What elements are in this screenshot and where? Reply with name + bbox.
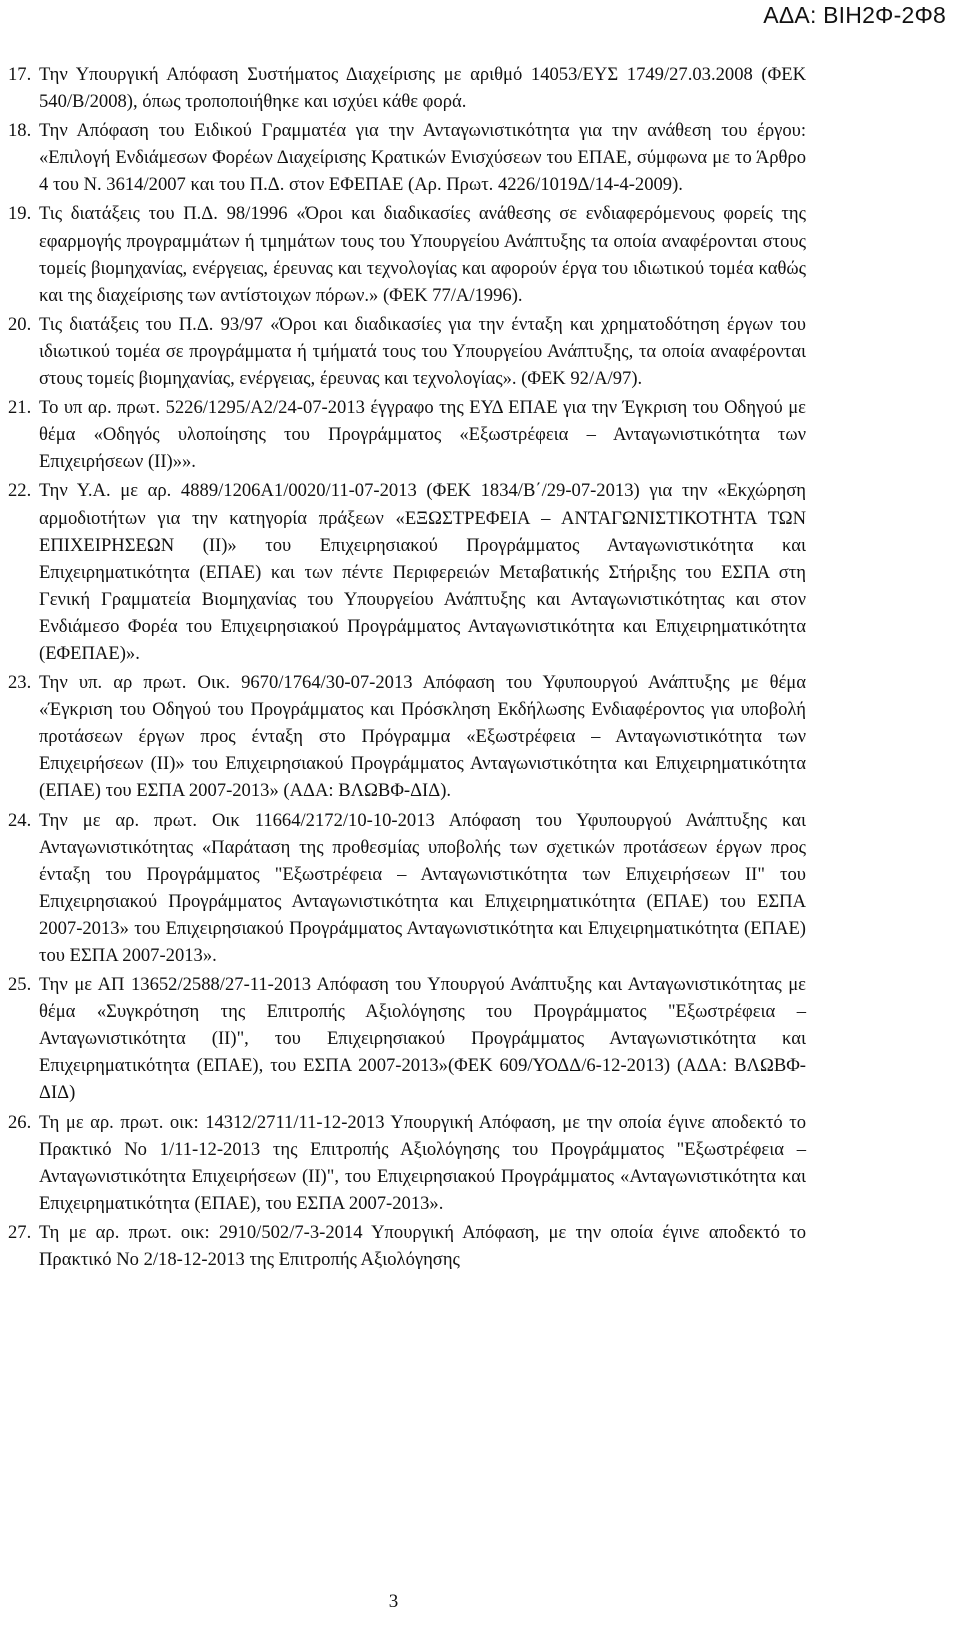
item-text: Την με αρ. πρωτ. Οικ 11664/2172/10-10-2013 Απόφαση του Υφυπουργού Ανάπτυξης και Ανταγωνιστικότητας «Παράταση της προθεσμίας υποβολής των σχετικών προτάσεων έργων προς ένταξη του Προγράμματος "Εξωστρέφεια – Ανταγωνιστικότητα των Επιχειρήσεων ΙΙ" του Επιχειρησιακού Προγράμματος Ανταγωνιστικότητα και Επιχειρηματικότητα (ΕΠΑΕ) του ΕΣΠΑ 2007-2013» του Επιχειρησιακού Προγράμματος Ανταγωνιστικότητα και Επιχειρηματικότητα (ΕΠΑΕ) του ΕΣΠΑ 2007-2013». <box>39 809 806 966</box>
item-number: 23. <box>8 672 32 694</box>
item-number: 18. <box>8 120 32 142</box>
item-number: 25. <box>8 974 32 996</box>
list-item-22 <box>8 477 806 667</box>
item-number: 24. <box>8 809 32 831</box>
list-item-25 <box>8 971 806 1106</box>
item-text: Το υπ αρ. πρωτ. 5226/1295/Α2/24-07-2013 έγγραφο της ΕΥΔ ΕΠΑΕ για την Έγκριση του Οδηγού με θέμα «Οδηγός υλοποίησης του Προγράμματος «Εξωστρέφεια – Ανταγωνιστικότητα των Επιχειρήσεων (ΙΙ)»». <box>39 397 806 473</box>
ada-header: ΑΔΑ: ΒΙΗ2Φ-2Φ8 <box>763 2 946 28</box>
page-number: 3 <box>388 1591 399 1612</box>
item-number: 17. <box>8 64 32 85</box>
considerations-list <box>8 61 806 1273</box>
item-number: 27. <box>8 1221 32 1243</box>
list-item-21 <box>8 394 806 475</box>
item-text: Την υπ. αρ πρωτ. Οικ. 9670/1764/30-07-2013 Απόφαση του Υφυπουργού Ανάπτυξης με θέμα «Έγκριση του Οδηγού του Προγράμματος και Πρόσκληση Εκδήλωσης Ενδιαφέροντος για υποβολή προτάσεων έργων προς ένταξη στο Πρόγραμμα «Εξωστρέφεια – Ανταγωνιστικότητα των Επιχειρήσεων (ΙΙ)» του Επιχειρησιακού Προγράμματος Ανταγωνιστικότητα και Επιχειρηματικότητα (ΕΠΑΕ) του ΕΣΠΑ 2007-2013» (ΑΔΑ: ΒΛΩΒΦ-ΔΙΔ). <box>39 672 806 802</box>
item-text: Τη με αρ. πρωτ. οικ: 14312/2711/11-12-2013 Υπουργική Απόφαση, με την οποία έγινε αποδεκτό το Πρακτικό Νο 1/11-12-2013 της Επιτροπής Αξιολόγησης του Προγράμματος "Εξωστρέφεια – Ανταγωνιστικότητα Επιχειρήσεων (ΙΙ)", του Επιχειρησιακού Προγράμματος «Ανταγωνιστικότητα και Επιχειρηματικότητα (ΕΠΑΕ), του ΕΣΠΑ 2007-2013». <box>39 1111 806 1214</box>
item-number: 21. <box>8 397 32 419</box>
list-item-20 <box>8 311 806 392</box>
item-text: Τις διατάξεις του Π.Δ. 93/97 «Όροι και διαδικασίες για την ένταξη και χρηματοδότηση έργων του ιδιωτικού τομέα σε προγράμματα ή τμήματά τους του Υπουργείου Ανάπτυξης, τα οποία αναφέρονται στους τομείς βιομηχανίας, ενέργειας, έρευνας και τεχνολογίας». (ΦΕΚ 92/Α/97). <box>39 313 806 390</box>
item-text: Την Υπουργική Απόφαση Συστήματος Διαχείρισης με αριθμό 14053/ΕΥΣ 1749/27.03.2008 (ΦΕΚ 540/Β/2008), όπως τροποποιήθηκε και ισχύει κάθε φορά. <box>39 64 806 113</box>
item-text: Την Απόφαση του Ειδικού Γραμματέα για την Ανταγωνιστικότητα για την ανάθεση του έργου: «Επιλογή Ενδιάμεσων Φορέων Διαχείρισης Κρατικών Ενισχύσεων του ΕΠΑΕ, σύμφωνα με το Άρθρο 4 του Ν. 3614/2007 και του Π.Δ. στον ΕΦΕΠΑΕ (Αρ. Πρωτ. 4226/1019Δ/14-4-2009). <box>39 120 806 196</box>
item-text: Την Υ.Α. με αρ. 4889/1206Α1/0020/11-07-2013 (ΦΕΚ 1834/Β΄/29-07-2013) για την «Εκχώρηση αρμοδιοτήτων για την κατηγορία πράξεων «ΕΞΩΣΤΡΕΦΕΙΑ – ΑΝΤΑΓΩΝΙΣΤΙΚΟΤΗΤΑ ΤΩΝ ΕΠΙΧΕΙΡΗΣΕΩΝ (ΙΙ)» του Επιχειρησιακού Προγράμματος Ανταγωνιστικότητα και Επιχειρηματικότητα (ΕΠΑΕ) και των πέντε Περιφερειών Μεταβατικής Στήριξης του ΕΣΠΑ στη Γενική Γραμματεία Βιομηχανίας του Υπουργείου Ανάπτυξης και Ανταγωνιστικότητας και στον Ενδιάμεσο Φορέα του Επιχειρησιακού Προγράμματος Ανταγωνιστικότητα και Επιχειρηματικότητα (ΕΦΕΠΑΕ)». <box>39 480 806 664</box>
item-number: 22. <box>8 480 32 502</box>
item-number: 19. <box>8 203 32 225</box>
list-item-24 <box>8 807 806 970</box>
item-number: 26. <box>8 1111 32 1133</box>
list-item-26 <box>8 1109 806 1217</box>
list-item-19 <box>8 200 806 308</box>
list-item-17 <box>8 61 806 115</box>
item-text: Την με ΑΠ 13652/2588/27-11-2013 Απόφαση του Υπουργού Ανάπτυξης και Ανταγωνιστικότητας με θέμα «Συγκρότηση της Επιτροπής Αξιολόγησης του Προγράμματος "Εξωστρέφεια – Ανταγωνιστικότητα (ΙΙ)", του Επιχειρησιακού Προγράμματος Ανταγωνιστικότητα και Επιχειρηματικότητα (ΕΠΑΕ), του ΕΣΠΑ 2007-2013»(ΦΕΚ 609/ΥΟΔΔ/6-12-2013) (ΑΔΑ: ΒΛΩΒΦ-ΔΙΔ) <box>39 974 806 1104</box>
item-number: 20. <box>8 313 32 335</box>
item-text: Τη με αρ. πρωτ. οικ: 2910/502/7-3-2014 Υπουργική Απόφαση, με την οποία έγινε αποδεκτό το Πρακτικό Νο 2/18-12-2013 της Επιτροπής Αξιολόγησης <box>39 1221 806 1271</box>
list-item-23 <box>8 669 806 804</box>
list-item-18 <box>8 117 806 198</box>
item-text: Τις διατάξεις του Π.Δ. 98/1996 «Όροι και διαδικασίες ανάθεσης σε ενδιαφερόμενους φορείς της εφαρμογής προγραμμάτων ή τμημάτων τους του Υπουργείου Ανάπτυξης τα οποία αναφέρονται στους τομείς βιομηχανίας, ενέργειας, έρευνας και τεχνολογίας και αφορούν έργα του ιδιωτικού τομέα καθώς και της διαχείρισης των αντίστοιχων πόρων.» (ΦΕΚ 77/Α/1996). <box>39 203 806 306</box>
list-item-27 <box>8 1219 806 1273</box>
